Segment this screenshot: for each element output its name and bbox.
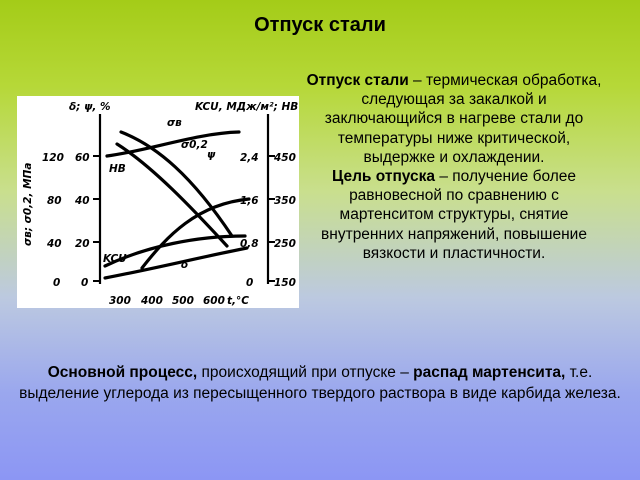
kcu-tick-label: 0,8	[240, 238, 259, 250]
psi-label: ψ	[207, 149, 216, 161]
hb-tick-label: 350	[274, 195, 296, 207]
process-middle: происходящий при отпуске –	[197, 364, 414, 381]
pct-tick-label: 20	[75, 238, 90, 250]
mpa-tick-label: 40	[47, 238, 62, 250]
left-axis-title: σв; σ0,2, МПа	[22, 162, 34, 246]
hb-label: HB	[109, 163, 126, 175]
x-tick-label: 600	[203, 295, 225, 307]
left-header: δ; ψ, %	[69, 101, 111, 113]
chart-svg	[17, 96, 299, 308]
kcu-tick-label: 0	[246, 277, 254, 289]
pct-tick-label: 40	[75, 195, 90, 207]
delta-label: δ	[181, 259, 189, 271]
process-term: Основной процесс,	[47, 364, 198, 381]
x-tick-label: 400	[141, 295, 163, 307]
process-highlight: распад мартенсита,	[413, 364, 566, 381]
process-text: т.е. выделение углерода из пересыщенного твердого раствора в виде карбида железа.	[19, 364, 621, 402]
mpa-tick-label: 80	[47, 195, 62, 207]
x-tick-label: 500	[172, 295, 194, 307]
right-header: KCU, МДж/м²; HB	[195, 101, 299, 113]
mpa-tick-label: 0	[53, 277, 61, 289]
process-paragraph	[6, 363, 634, 404]
hb-tick-label: 150	[274, 277, 296, 289]
sigma-b-curve	[121, 132, 232, 236]
x-tick-label: 300	[109, 295, 131, 307]
mpa-tick-label: 120	[42, 152, 64, 164]
sigma-b-label: σв	[167, 117, 182, 129]
tempering-properties-chart	[17, 96, 299, 308]
definition-term: Отпуск стали	[306, 72, 409, 89]
hb-tick-label: 450	[274, 152, 296, 164]
definition-text: – термическая обработка, следующая за закалкой и заключающийся в нагреве стали до температуры ниже критической, выдержке и охлаждении.	[324, 72, 602, 166]
purpose-term: Цель отпуска	[331, 168, 436, 186]
kcu-label: KCU	[103, 253, 127, 265]
pct-tick-label: 60	[75, 152, 90, 164]
kcu-tick-label: 1,6	[240, 195, 259, 207]
hb-tick-label: 250	[274, 238, 296, 250]
kcu-tick-label: 2,4	[240, 152, 259, 164]
slide-title: Отпуск стали	[254, 14, 386, 36]
x-axis-label: t,°C	[227, 295, 249, 307]
sigma-02-label: σ0,2	[181, 139, 208, 151]
purpose-text: – получение более равновесной по сравнению с мартенситом структуры, снятие внутренних напряжений, повышение вязкости и пластичности.	[321, 168, 587, 262]
pct-tick-label: 0	[81, 277, 89, 289]
definition-block	[304, 71, 604, 263]
